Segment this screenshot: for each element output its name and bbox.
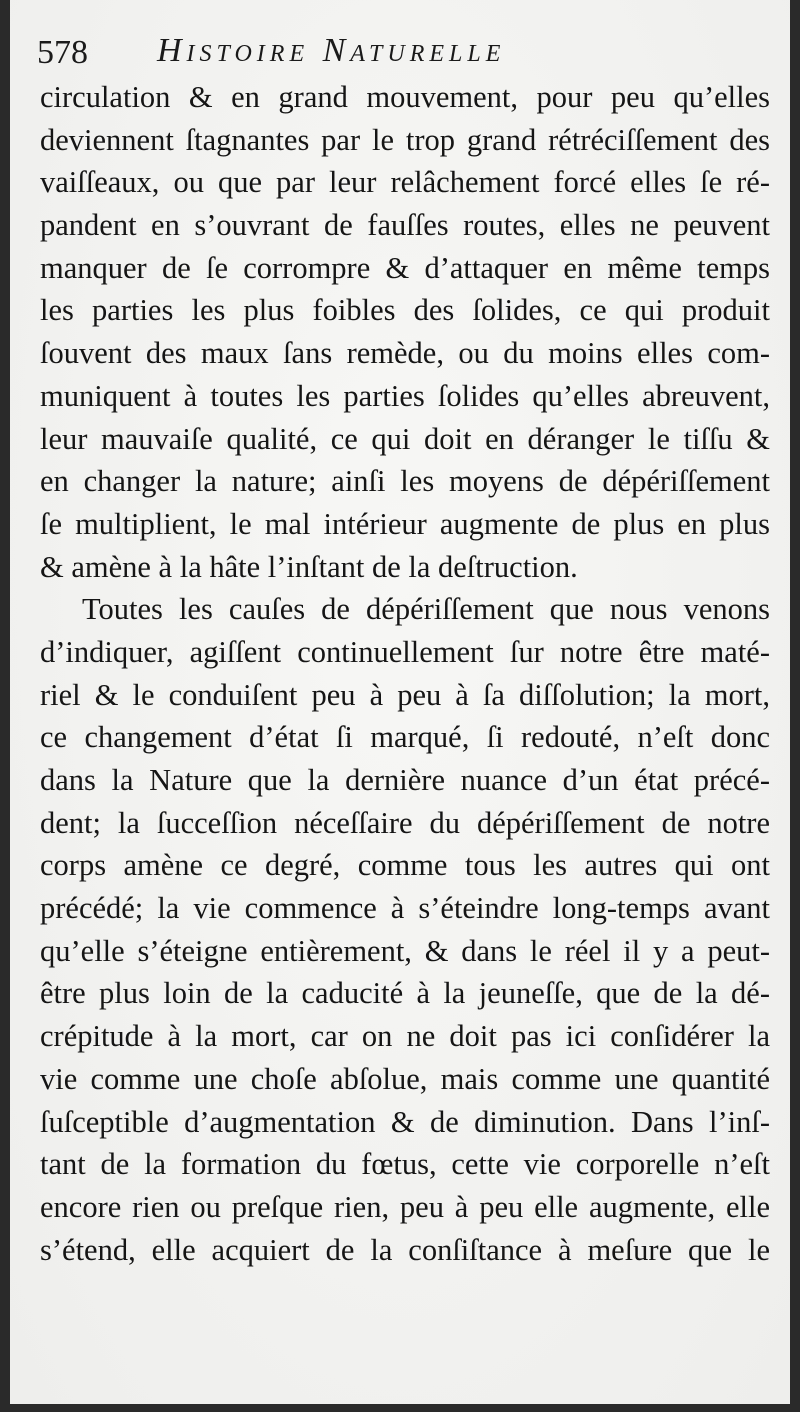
- text-line: ſouvent des maux ſans remède, ou du moins elles com-: [40, 336, 770, 371]
- text-line: muniquent à toutes les parties ſolides qu’elles abreuvent,: [40, 378, 770, 413]
- text-line: en changer la nature; ainſi les moyens de dépériſſement: [40, 464, 770, 499]
- text-line: manquer de ſe corrompre & d’attaquer en même temps: [40, 250, 770, 285]
- text-line: corps amène ce degré, comme tous les autres qui ont: [40, 848, 770, 883]
- text-line: crépitude à la mort, car on ne doit pas ici conſidérer la: [40, 1019, 770, 1054]
- text-line: ſe multiplient, le mal intérieur augmente de plus en plus: [40, 506, 770, 541]
- text-line: précédé; la vie commence à s’éteindre long-temps avant: [40, 891, 770, 926]
- running-head: [37, 32, 777, 78]
- text-line: pandent en s’ouvrant de fauſſes routes, elles ne peuvent: [40, 208, 770, 243]
- text-line: qu’elle s’éteigne entièrement, & dans le réel il y a peut-: [40, 933, 770, 968]
- text-line: dans la Nature que la dernière nuance d’un état précé-: [40, 763, 770, 797]
- text-line: les parties les plus foibles des ſolides, ce qui produit: [40, 293, 770, 328]
- text-line: vaiſſeaux, ou que par leur relâchement forcé elles ſe ré-: [40, 165, 770, 200]
- paragraph-end-line: & amène à la hâte l’inſtant de la deſtruction.: [40, 549, 578, 584]
- text-line: circulation & en grand mouvement, pour peu qu’elles: [40, 80, 770, 114]
- text-line: tant de la formation du fœtus, cette vie corporelle n’eſt: [40, 1147, 770, 1182]
- text-line: deviennent ſtagnantes par le trop grand rétréciſſement des: [40, 122, 770, 157]
- paragraph-start-line: Toutes les cauſes de dépériſſement que nous venons: [82, 592, 770, 627]
- book-page: [10, 0, 790, 1404]
- running-title: Histoire Naturelle: [157, 32, 506, 69]
- page-number: 578: [37, 34, 88, 71]
- text-line: vie comme une choſe abſolue, mais comme une quantité: [40, 1061, 770, 1096]
- text-body: [40, 76, 770, 1271]
- text-line: leur mauvaiſe qualité, ce qui doit en déranger le tiſſu &: [40, 421, 770, 456]
- text-line: d’indiquer, agiſſent continuellement ſur notre être maté-: [40, 634, 770, 669]
- text-line: riel & le conduiſent peu à peu à ſa diſſolution; la mort,: [40, 677, 770, 712]
- text-line: ſuſceptible d’augmentation & de diminution. Dans l’inſ-: [40, 1104, 770, 1139]
- text-line: être plus loin de la caducité à la jeuneſſe, que de la dé-: [40, 976, 770, 1011]
- text-line: s’étend, elle acquiert de la conſiſtance à meſure que le: [40, 1232, 770, 1267]
- text-line: ce changement d’état ſi marqué, ſi redouté, n’eſt donc: [40, 720, 770, 755]
- text-line: encore rien ou preſque rien, peu à peu elle augmente, elle: [40, 1189, 770, 1224]
- text-line: dent; la ſucceſſion néceſſaire du dépériſſement de notre: [40, 805, 770, 840]
